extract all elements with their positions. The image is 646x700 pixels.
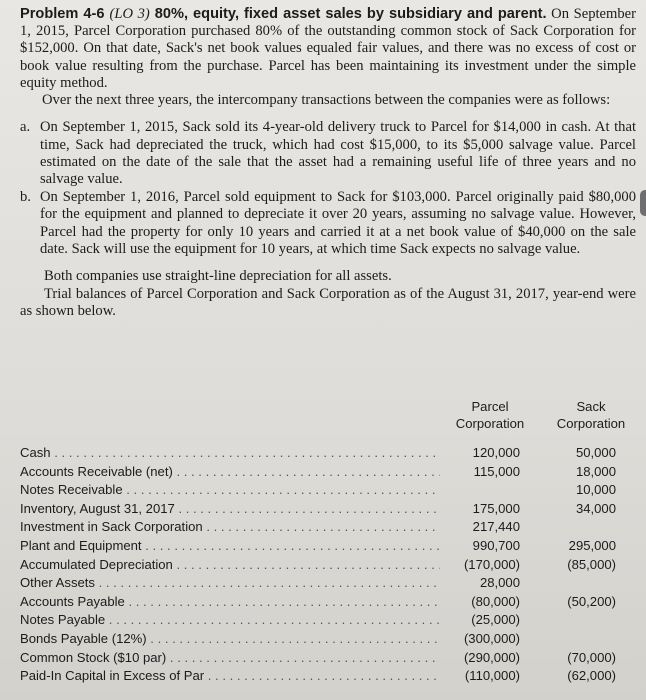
row-label: Plant and Equipment . . . bbox=[20, 537, 440, 556]
sack-value: (85,000) bbox=[567, 556, 616, 572]
table-row bbox=[20, 611, 632, 630]
row-label: Accounts Receivable (net) . . . bbox=[20, 463, 440, 482]
parcel-value: (110,000) bbox=[464, 668, 520, 684]
parcel-value: 217,440 bbox=[472, 519, 520, 535]
sack-value: (50,200) bbox=[567, 593, 616, 609]
page-edge-tab bbox=[640, 190, 646, 216]
header-parcel: Parcel Corporation bbox=[455, 399, 525, 431]
row-label: Accounts Payable . . . bbox=[20, 593, 440, 612]
problem-title: Problem 4-6 (LO 3) 80%, equity, fixed asset sales by subsidiary and parent. bbox=[20, 6, 547, 22]
intro-text: On September 1, 2015, Parcel Corporation purchased 80% of the outstanding common stock of Sack Corporation for $152,000. On that date, Sack's net book values equaled fair values, and there was no excess of cost or book value resulting from the purchase. Parcel has been maintaining its investment under the simple equity method. bbox=[20, 6, 637, 91]
transaction-item bbox=[20, 189, 636, 259]
learning-objective: (LO 3) bbox=[109, 6, 150, 22]
row-label: Notes Receivable . . . bbox=[20, 481, 440, 500]
table-row bbox=[20, 556, 632, 575]
row-label: Inventory, August 31, 2017 . . . bbox=[20, 500, 440, 519]
closing-text-1: Both companies use straight-line depreciation for all assets. bbox=[44, 268, 392, 285]
item-marker: a. bbox=[20, 119, 31, 136]
parcel-value: 28,000 bbox=[479, 575, 520, 591]
header-sack: Sack Corporation bbox=[556, 399, 626, 431]
row-label: Common Stock ($10 par) . . . bbox=[20, 649, 440, 668]
row-label: Bonds Payable (12%) . . . bbox=[20, 630, 440, 649]
table-row bbox=[20, 630, 632, 649]
row-label: Investment in Sack Corporation . . . bbox=[20, 518, 440, 537]
parcel-value: (80,000) bbox=[471, 593, 520, 609]
sack-value: 295,000 bbox=[568, 537, 616, 553]
problem-intro bbox=[20, 6, 636, 92]
parcel-value: (25,000) bbox=[471, 612, 520, 628]
closing-text-2: Trial balances of Parcel Corporation and Sack Corporation as of the August 31, 2017, year-end were as shown below. bbox=[20, 285, 636, 319]
table-row bbox=[20, 444, 632, 463]
table-header bbox=[20, 398, 632, 438]
table-row bbox=[20, 500, 632, 519]
closing-block bbox=[20, 268, 636, 320]
parcel-value: 175,000 bbox=[472, 500, 520, 516]
sack-value: 10,000 bbox=[575, 482, 616, 498]
intro-text-2: Over the next three years, the intercompany transactions between the companies were as follows: bbox=[42, 92, 611, 109]
sack-value: (62,000) bbox=[567, 668, 616, 684]
row-label: Other Assets . . . bbox=[20, 574, 440, 593]
table-row bbox=[20, 593, 632, 612]
sack-value: 18,000 bbox=[575, 463, 616, 479]
item-text: On September 1, 2016, Parcel sold equipment to Sack for $103,000. Parcel originally paid $80,000 for the equipment and planned to depreciate it over 20 years, assuming no salvage value. However, Parcel had the property for only 10 years and carried it at a net book value of $40,000 on the sale date. Sack will use the equipment for 10 years, at which time Sack expects no salvage value. bbox=[40, 188, 636, 258]
transaction-list bbox=[20, 119, 636, 258]
table-row bbox=[20, 537, 632, 556]
parcel-value: 990,700 bbox=[472, 537, 520, 553]
sack-value: 50,000 bbox=[575, 445, 616, 460]
table-row bbox=[20, 481, 632, 500]
table-row bbox=[20, 574, 632, 593]
table-row bbox=[20, 463, 632, 482]
row-label: Notes Payable . . . bbox=[20, 611, 440, 630]
trial-balance-table bbox=[20, 398, 632, 686]
row-label: Cash . . . bbox=[20, 444, 440, 463]
parcel-value: (170,000) bbox=[463, 556, 520, 572]
table-row bbox=[20, 649, 632, 668]
parcel-value: 115,000 bbox=[473, 463, 520, 479]
row-label: Accumulated Depreciation . . . bbox=[20, 556, 440, 575]
parcel-value: (290,000) bbox=[463, 649, 520, 665]
parcel-value: 120,000 bbox=[472, 445, 520, 460]
sack-value: (70,000) bbox=[567, 649, 616, 665]
parcel-value: (300,000) bbox=[463, 630, 520, 646]
item-text: On September 1, 2015, Sack sold its 4-year-old delivery truck to Parcel for $14,000 in cash. At that time, Sack had depreciated the truck, which had cost $15,000, to its $5,000 salvage value. Parcel estimated on the date of the sale that the asset had a remaining useful life of three years and no salvage value. bbox=[40, 119, 636, 188]
row-label: Paid-In Capital in Excess of Par . . . bbox=[20, 667, 440, 686]
sack-value: 34,000 bbox=[575, 500, 616, 516]
table-body bbox=[20, 444, 632, 686]
item-marker: b. bbox=[20, 188, 31, 205]
table-row bbox=[20, 667, 632, 686]
transaction-item bbox=[20, 119, 636, 189]
table-row bbox=[20, 518, 632, 537]
